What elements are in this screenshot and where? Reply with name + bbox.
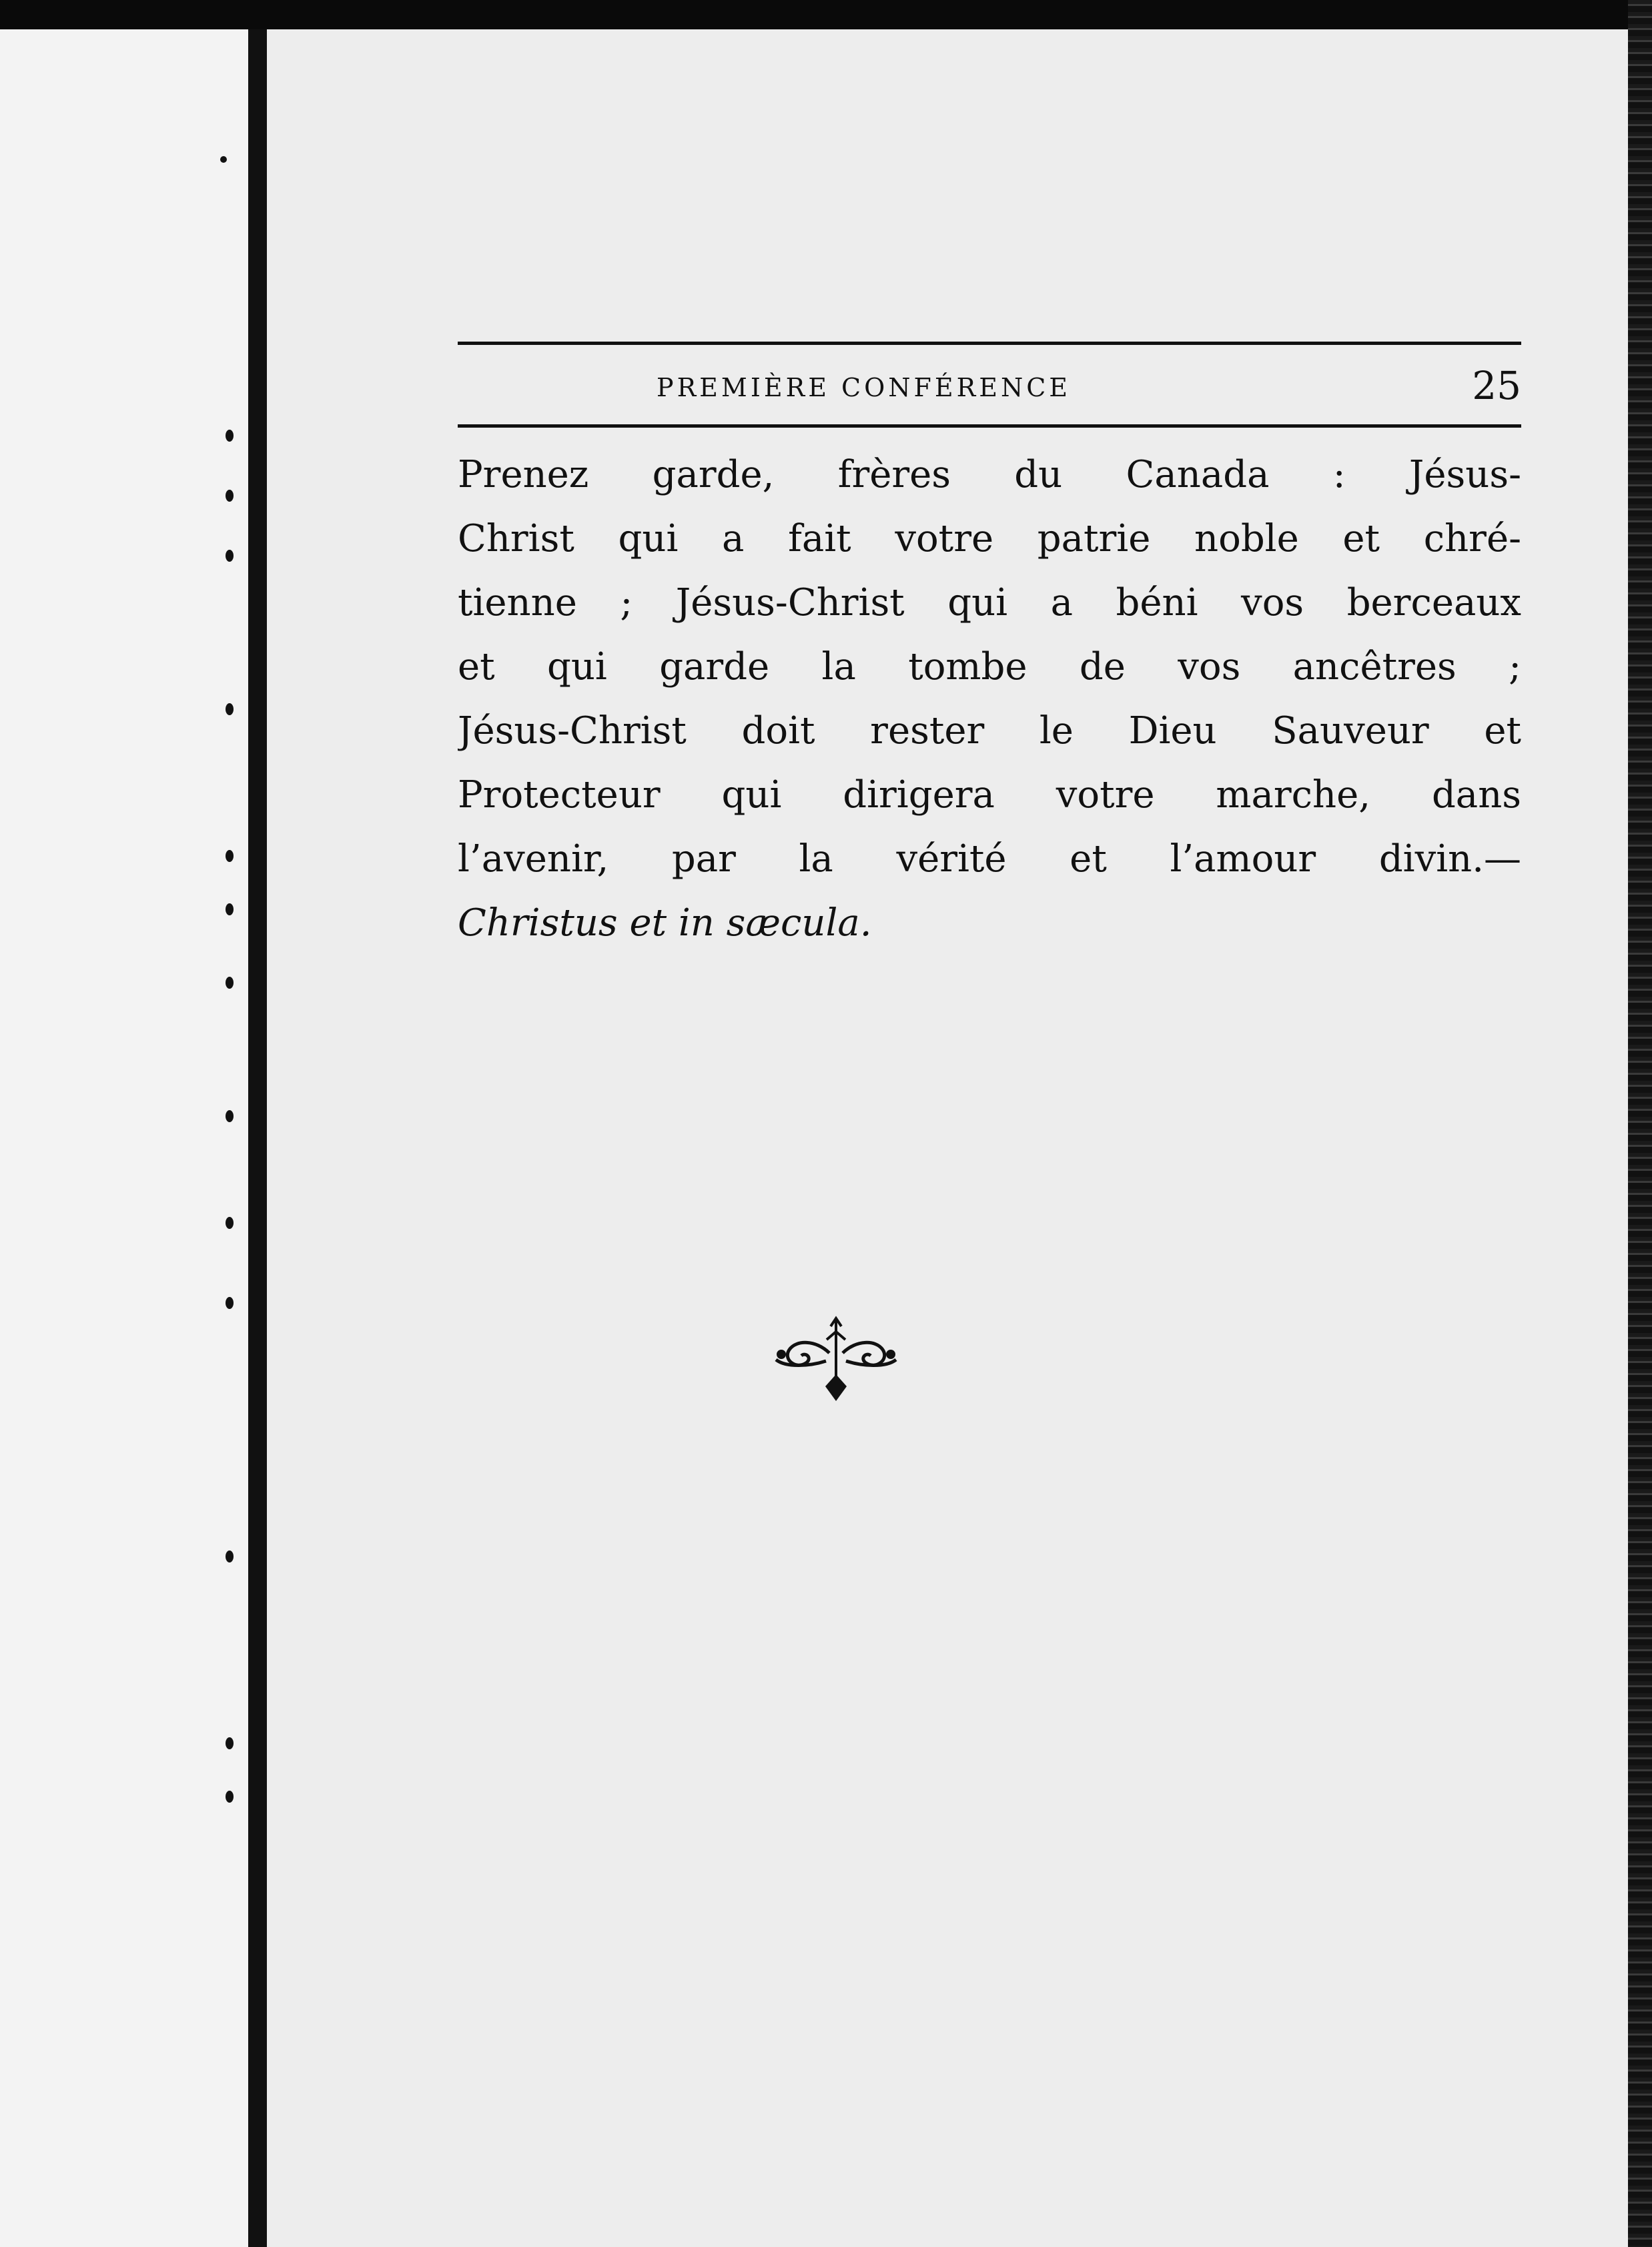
header-bottom-rule [458,424,1521,428]
text-line: et qui garde la tombe de vos ancêtres ; [458,645,1521,689]
print-mark [226,1737,234,1749]
body-paragraph [458,443,1521,955]
print-mark [226,490,234,502]
print-mark [226,850,234,862]
text-line: Jésus-Christ doit rester le Dieu Sauveur et [458,709,1521,753]
right-page-edge [1628,0,1652,2247]
print-mark [226,1297,234,1309]
page [267,29,1628,2247]
floral-tailpiece-icon [769,1313,903,1406]
running-title: PREMIÈRE CONFÉRENCE [657,373,1072,402]
text-line: Protecteur qui dirigera votre marche, dans [458,773,1521,817]
text-line: Prenez garde, frères du Canada : Jésus- [458,453,1521,496]
print-mark [226,550,234,562]
print-mark [226,903,234,915]
text-line: l’avenir, par la vérité et l’amour divin.— [458,837,1521,881]
print-mark [226,1791,234,1803]
print-mark [226,1110,234,1122]
text-line: tienne ; Jésus-Christ qui a béni vos berceaux [458,581,1521,624]
header-top-rule [458,342,1521,345]
print-mark [220,156,227,163]
print-mark [226,1217,234,1229]
latin-motto: Christus et in sæcula. [458,901,872,945]
print-mark [226,703,234,715]
print-mark [226,430,234,442]
print-mark [226,977,234,989]
print-mark [226,1550,234,1562]
book-gutter [248,29,267,2247]
page-header [458,310,1521,450]
text-line: Christ qui a fait votre patrie noble et chré- [458,517,1521,560]
page-number: 25 [1472,363,1521,408]
previous-page-edge [0,29,248,2247]
